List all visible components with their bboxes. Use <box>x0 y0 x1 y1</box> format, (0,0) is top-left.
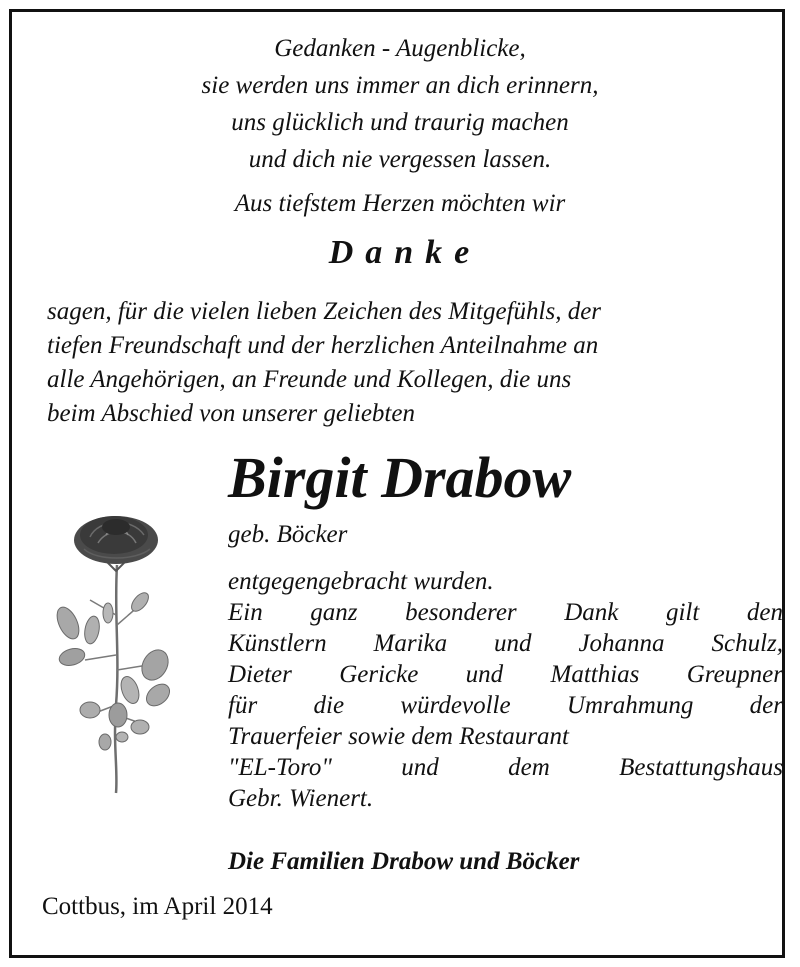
special-thanks <box>228 566 783 814</box>
paragraph-line: beim Abschied von unserer geliebten <box>47 400 415 427</box>
poem-line: und dich nie vergessen lassen. <box>248 146 552 173</box>
family-signature: Die Familien Drabow und Böcker <box>228 848 580 875</box>
poem-line: Gedanken - Augenblicke, <box>274 35 526 62</box>
thanks-line: für die würdevolle Umrahmung der <box>228 692 783 719</box>
intro-line: Aus tiefstem Herzen möchten wir <box>234 190 566 217</box>
deceased-name: Birgit Drabow <box>228 445 572 510</box>
thanks-line: entgegengebracht wurden. <box>228 568 494 595</box>
thanks-line: Ein ganz besonderer Dank gilt den <box>228 599 783 626</box>
place-date: Cottbus, im April 2014 <box>42 893 273 920</box>
thanks-paragraph <box>47 295 737 431</box>
poem-line: sie werden uns immer an dich erinnern, <box>201 72 599 99</box>
thanks-line: Künstlern Marika und Johanna Schulz, <box>228 630 783 657</box>
thanks-line: Trauerfeier sowie dem Restaurant <box>228 723 569 750</box>
paragraph-line: alle Angehörigen, an Freunde und Kollegen, die uns <box>47 366 572 393</box>
poem <box>0 30 800 178</box>
birth-name: geb. Böcker <box>228 521 348 548</box>
headline-danke: Danke <box>328 234 482 271</box>
poem-line: uns glücklich und traurig machen <box>231 109 569 136</box>
thanks-line: Dieter Gericke und Matthias Greupner <box>228 661 783 688</box>
thanks-line: "EL-Toro" und dem Bestattungshaus <box>228 754 783 781</box>
paragraph-line: sagen, für die vielen lieben Zeichen des Mitgefühls, der <box>47 298 602 325</box>
thanks-line: Gebr. Wienert. <box>228 785 374 812</box>
rose-illustration <box>40 505 190 800</box>
paragraph-line: tiefen Freundschaft und der herzlichen Anteilnahme an <box>47 332 599 359</box>
